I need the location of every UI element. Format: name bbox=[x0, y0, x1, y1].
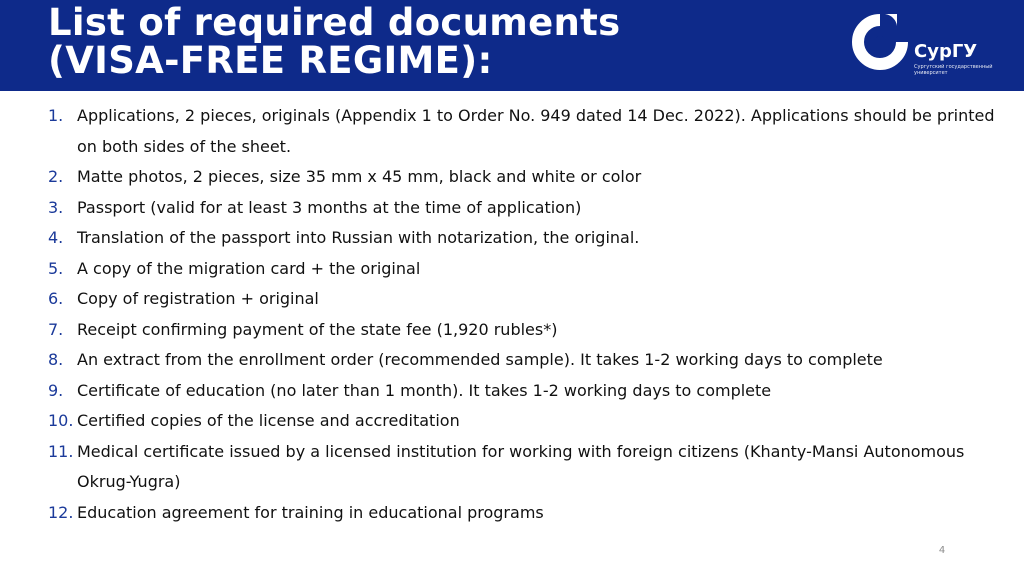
logo-subtitle: Сургутский государственный университет bbox=[914, 64, 993, 76]
page-title-line-1: List of required documents bbox=[48, 1, 621, 44]
university-logo bbox=[852, 12, 1002, 80]
logo-name: СурГУ bbox=[914, 41, 978, 62]
item-text: Medical certificate issued by a licensed institution for working with foreign citizens (Khanty-Mansi Autonomous Okrug-Yugra) bbox=[77, 441, 965, 491]
list-item bbox=[48, 376, 998, 407]
item-text: An extract from the enrollment order (recommended sample). It takes 1-2 working days to complete bbox=[77, 350, 883, 369]
item-text: Copy of registration + original bbox=[77, 289, 319, 308]
list-item bbox=[48, 101, 998, 162]
documents-list bbox=[48, 101, 998, 528]
logo-ring-icon bbox=[852, 12, 908, 78]
list-item bbox=[48, 284, 998, 315]
item-number: 10. bbox=[48, 411, 74, 430]
list-item bbox=[48, 498, 998, 529]
item-number: 5. bbox=[48, 258, 64, 278]
item-number: 12. bbox=[48, 502, 74, 522]
list-item bbox=[48, 162, 998, 193]
item-text: Translation of the passport into Russian with notarization, the original. bbox=[77, 228, 640, 247]
header-bar bbox=[0, 0, 1024, 91]
item-number: 6. bbox=[48, 289, 64, 308]
item-number: 7. bbox=[48, 319, 64, 339]
item-number: 9. bbox=[48, 380, 64, 400]
page-number: 4 bbox=[938, 545, 946, 556]
item-text: Passport (valid for at least 3 months at the time of application) bbox=[77, 197, 582, 217]
item-number: 1. bbox=[48, 106, 64, 125]
item-number: 11. bbox=[48, 441, 74, 461]
list-item bbox=[48, 406, 998, 437]
item-number: 4. bbox=[48, 228, 64, 247]
item-number: 8. bbox=[48, 350, 64, 369]
item-text: Receipt confirming payment of the state fee (1,920 rubles*) bbox=[77, 319, 558, 339]
item-text: Matte photos, 2 pieces, size 35 mm x 45 mm, black and white or color bbox=[77, 167, 642, 186]
item-text: Certified copies of the license and accreditation bbox=[77, 411, 460, 430]
list-item bbox=[48, 254, 998, 285]
item-text: Certificate of education (no later than 1 month). It takes 1-2 working days to complete bbox=[77, 380, 772, 400]
list-item bbox=[48, 193, 998, 224]
item-number: 2. bbox=[48, 167, 64, 186]
item-number: 3. bbox=[48, 197, 64, 217]
item-text: A copy of the migration card + the original bbox=[77, 258, 421, 278]
list-item bbox=[48, 437, 998, 498]
list-item bbox=[48, 223, 998, 254]
item-text: Education agreement for training in educational programs bbox=[77, 502, 544, 522]
list-item bbox=[48, 345, 998, 376]
item-text: Applications, 2 pieces, originals (Appendix 1 to Order No. 949 dated 14 Dec. 2022). Applications should be printed on both sides of the sheet. bbox=[77, 106, 995, 156]
page-title-line-2: (VISA-FREE REGIME): bbox=[48, 39, 493, 82]
list-item bbox=[48, 315, 998, 346]
page-title bbox=[48, 1, 621, 82]
